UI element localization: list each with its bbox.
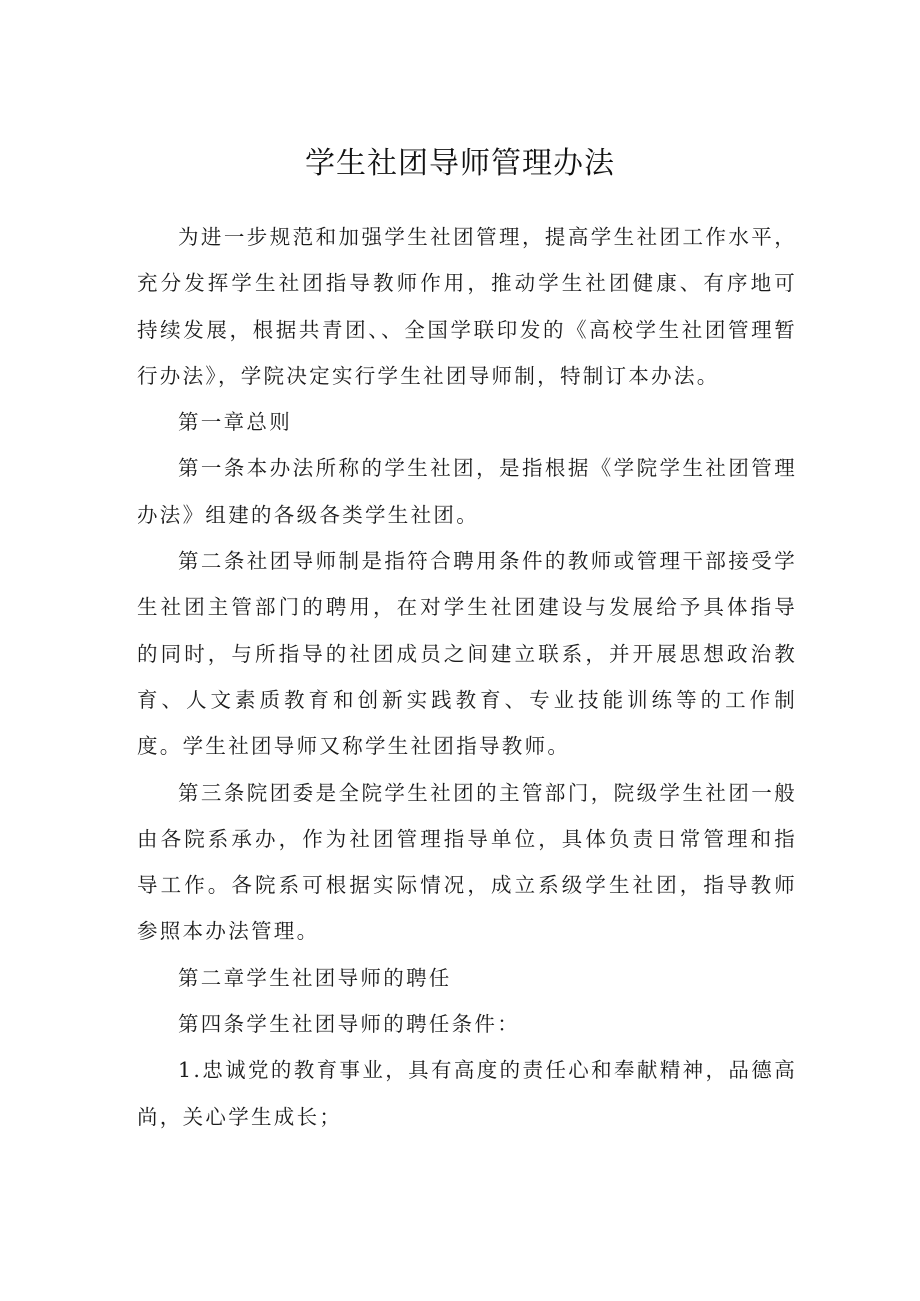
article-2: 第二条社团导师制是指符合聘用条件的教师或管理干部接受学生社团主管部门的聘用，在对学生社团建设与发展给予具体指导的同时，与所指导的社团成员之间建立联系，并开展思想政治教育、人文素质教育和创新实践教育、专业技能训练等的工作制度。学生社团导师又称学生社团指导教师。 (137, 549, 797, 759)
article-1: 第一条本办法所称的学生社团，是指根据《学院学生社团管理办法》组建的各级各类学生社团。 (137, 456, 797, 527)
document-title: 学生社团导师管理办法 (305, 146, 615, 181)
chapter-heading-2: 第二章学生社团导师的聘任 (178, 965, 452, 990)
paragraph-intro: 为进一步规范和加强学生社团管理，提高学生社团工作水平，充分发挥学生社团指导教师作用，推动学生社团健康、有序地可持续发展，根据共青团、、全国学联印发的《高校学生社团管理暂行办法》，学院决定实行学生社团导师制，特制订本办法。 (137, 225, 797, 388)
chapter-heading-1: 第一章总则 (178, 410, 292, 435)
article-3: 第三条院团委是全院学生社团的主管部门，院级学生社团一般由各院系承办，作为社团管理指导单位，具体负责日常管理和指导工作。各院系可根据实际情况，成立系级学生社团，指导教师参照本办法管理。 (137, 780, 797, 944)
list-item-1: 1.忠诚党的教育事业，具有高度的责任心和奉献精神，品德高尚，关心学生成长； (137, 1058, 797, 1129)
article-4: 第四条学生社团导师的聘任条件： (178, 1012, 520, 1037)
document-body (137, 214, 797, 1140)
